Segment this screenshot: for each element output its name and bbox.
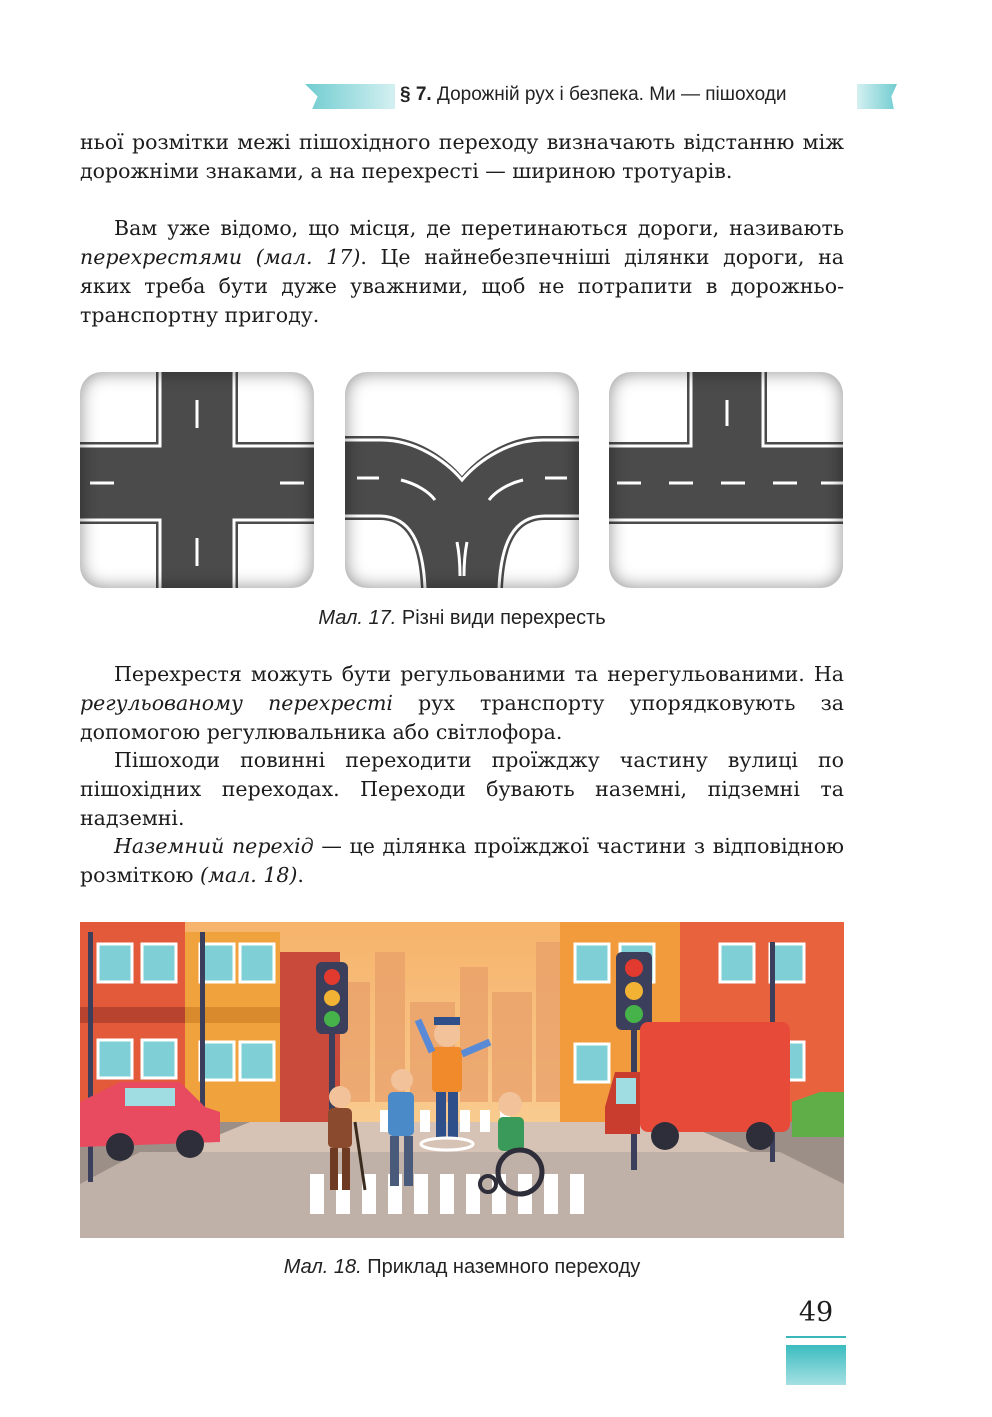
crossroads-illustration <box>80 372 314 588</box>
header-title <box>400 84 786 106</box>
figure-17-caption-label: Мал. 17. <box>318 607 397 629</box>
figure-18-reference: (мал. 18) <box>200 863 298 887</box>
figure-17-caption-text: Різні види перехресть <box>396 607 606 629</box>
figure-18-caption-text: Приклад наземного переходу <box>361 1256 641 1278</box>
figure-18-caption-label: Мал. 18. <box>283 1256 362 1278</box>
figure-18-caption <box>80 1256 844 1279</box>
header-decoration-left <box>305 84 395 109</box>
paragraph-5 <box>80 832 844 890</box>
section-title: Дорожній рух і безпека. Ми — пішоходи <box>436 84 787 105</box>
figure-17 <box>80 372 844 590</box>
running-header <box>305 82 897 112</box>
term-surface-crossing: Наземний перехід <box>114 834 314 858</box>
paragraph-5-text-a: — це ділянка проїжджої частини з відповідною розміткою <box>80 834 844 887</box>
paragraph-1 <box>80 128 844 186</box>
y-junction-illustration <box>345 372 579 588</box>
section-mark: § 7. <box>400 84 432 105</box>
figure-17-caption <box>80 607 844 630</box>
paragraph-2 <box>80 214 844 330</box>
t-junction-illustration <box>609 372 843 588</box>
paragraph-3 <box>80 660 844 747</box>
paragraph-5-text-b: . <box>297 863 304 887</box>
street-crossing-illustration <box>80 922 844 1238</box>
term-crossroads: перехрестями (мал. 17) <box>80 245 361 269</box>
paragraph-4 <box>80 746 844 833</box>
paragraph-3-text-a: Перехрестя можуть бути регульованими та нерегульованими. На <box>114 662 844 686</box>
page-number-rule <box>786 1336 846 1338</box>
paragraph-2-text-b: . Це найнебезпечніші ділянки дороги, на яких треба бути дуже уважними, щоб не потрапити в дорожньо-транспортну пригоду. <box>80 245 844 327</box>
term-regulated-intersection: регульованому перехресті <box>80 691 393 715</box>
paragraph-2-text-a: Вам уже відомо, що місця, де перетинаються дороги, називають <box>114 216 844 240</box>
page-corner-tab <box>786 1345 846 1385</box>
paragraph-3-text-b: рух транспорту упорядковують за допомогою регулювальника або світлофора. <box>80 691 844 744</box>
page-number: 49 <box>798 1297 834 1328</box>
header-decoration-right <box>857 84 897 109</box>
paragraph-4-text: Пішоходи повинні переходити проїжджу частину вулиці по пішохідних переходах. Переходи бувають наземні, підземні та надземні. <box>80 748 844 830</box>
paragraph-1-text: ньої розмітки межі пішохідного переходу визначають відстанню між дорожніми знаками, а на перехресті — шириною тротуарів. <box>80 130 844 183</box>
